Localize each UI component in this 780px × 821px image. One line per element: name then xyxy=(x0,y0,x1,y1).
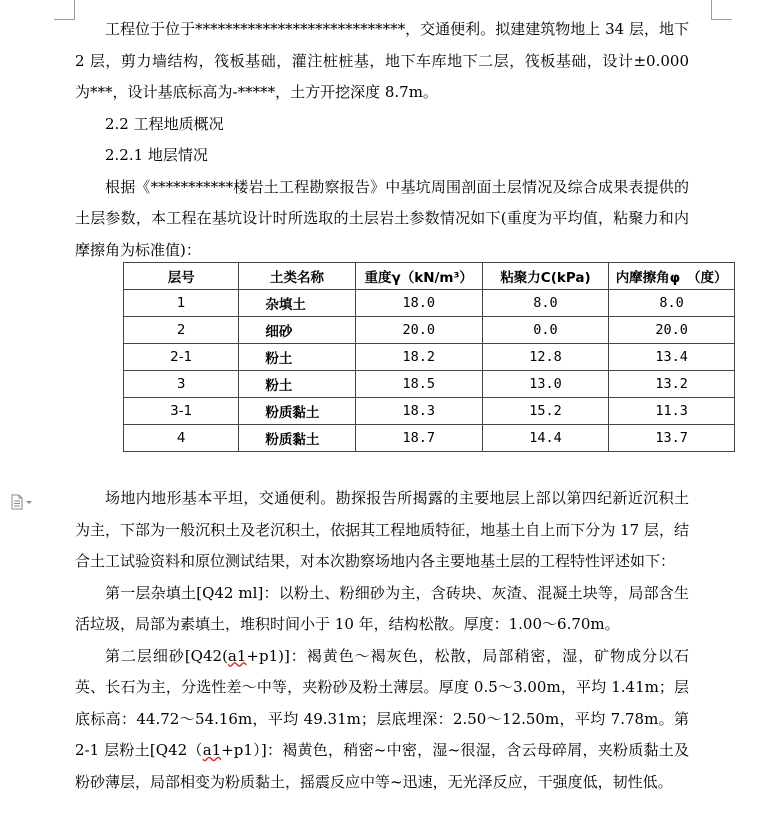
cell-unit-weight: 18.2 xyxy=(355,344,482,371)
cell-soil-name: 粉土 xyxy=(239,371,355,398)
crop-mark-left-h xyxy=(54,19,75,20)
cell-cohesion: 8.0 xyxy=(482,290,608,317)
cell-soil-name: 粉质黏土 xyxy=(239,425,355,452)
crop-mark-right-h xyxy=(711,19,732,20)
cell-friction-angle: 11.3 xyxy=(609,398,735,425)
layer-1-description: 第一层杂填土[Q42 ml]：以粉土、粉细砂为主，含砖块、灰渣、混凝土块等，局部含生活垃圾，局部为素填土，堆积时间小于 10 年，结构松散。厚度：1.00～6.70m。 xyxy=(75,583,689,633)
cell-soil-name: 粉土 xyxy=(239,344,355,371)
spellcheck-flag[interactable]: a1 xyxy=(202,741,222,759)
cell-friction-angle: 13.7 xyxy=(609,425,735,452)
soil-parameters-table xyxy=(123,262,735,452)
cell-layer: 4 xyxy=(124,425,239,452)
table-row xyxy=(124,317,735,344)
soil-table-wrapper xyxy=(75,262,735,452)
cell-layer: 3 xyxy=(124,371,239,398)
cell-cohesion: 13.0 xyxy=(482,371,608,398)
cell-layer: 2-1 xyxy=(124,344,239,371)
soil-params-intro-paragraph: 根据《***********楼岩土工程勘察报告》中基坑周围剖面土层情况及综合成果表提供的土层参数，本工程在基坑设计时所选取的土层岩土参数情况如下(重度为平均值，粘聚力和内摩擦角为标准值)： xyxy=(75,177,689,259)
cell-layer: 1 xyxy=(124,290,239,317)
layer-2-description xyxy=(75,641,689,799)
document-icon xyxy=(10,494,40,510)
layer-2-text-a: 第二层细砂[Q42( xyxy=(105,646,228,665)
cell-soil-name: 粉质黏土 xyxy=(239,398,355,425)
cell-layer: 2 xyxy=(124,317,239,344)
cell-cohesion: 0.0 xyxy=(482,317,608,344)
cell-unit-weight: 18.7 xyxy=(355,425,482,452)
table-row xyxy=(124,290,735,317)
cell-unit-weight: 18.3 xyxy=(355,398,482,425)
cell-layer: 3-1 xyxy=(124,398,239,425)
cell-friction-angle: 13.4 xyxy=(609,344,735,371)
spellcheck-flag[interactable]: a1 xyxy=(227,646,247,665)
col-header-cohesion: 粘聚力C(kPa) xyxy=(482,263,608,290)
cell-unit-weight: 18.0 xyxy=(355,290,482,317)
document-page xyxy=(75,14,689,266)
cell-cohesion: 12.8 xyxy=(482,344,608,371)
cell-soil-name: 杂填土 xyxy=(239,290,355,317)
document-page-lower xyxy=(75,483,689,798)
table-row xyxy=(124,344,735,371)
col-header-layer: 层号 xyxy=(124,263,239,290)
cell-cohesion: 15.2 xyxy=(482,398,608,425)
layer-2-text-b: +p1)]：褐黄色～褐灰色，松散，局部稍密，湿，矿物成分以石英、长石为主，分选性差～中等，夹粉砂及粉土薄层。厚度 0.5～3.00m，平均 1.41m；层底标高：44.72～54.16m，平均 49.31m；层底埋深：2.50～12.50m，平均 7.78m。第 2-1 层粉土[Q42（ xyxy=(75,646,689,759)
table-row xyxy=(124,425,735,452)
section-heading-2-2-1: 2.2.1 地层情况 xyxy=(105,146,208,164)
section-heading-2-2: 2.2 工程地质概况 xyxy=(105,114,224,133)
cell-friction-angle: 20.0 xyxy=(609,317,735,344)
crop-mark-right-v xyxy=(711,0,712,20)
cell-cohesion: 14.4 xyxy=(482,425,608,452)
chevron-down-icon xyxy=(26,501,32,504)
layer-2-text-c: +p1）]：褐黄色，稍密~中密，湿~很湿，含云母碎屑，夹粉质黏土及粉砂薄层，局部相变为粉质黏土，摇震反应中等~迅速，无光泽反应，干强度低，韧性低。 xyxy=(75,741,689,791)
col-header-friction-angle: 内摩擦角φ （度） xyxy=(609,263,735,290)
cell-friction-angle: 8.0 xyxy=(609,290,735,317)
cell-friction-angle: 13.2 xyxy=(609,371,735,398)
site-overview-paragraph: 场地内地形基本平坦，交通便利。勘探报告所揭露的主要地层上部以第四纪新近沉积土为主，下部为一般沉积土及老沉积土，依据其工程地质特征，地基土自上而下分为 17 层，结合土工试验资料和原位测试结果，对本次勘察场地内各主要地基土层的工程特性评述如下： xyxy=(75,489,689,570)
table-header-row xyxy=(124,263,735,290)
col-header-soil-name: 土类名称 xyxy=(239,263,355,290)
document-options-button[interactable] xyxy=(10,494,40,510)
table-row xyxy=(124,398,735,425)
cell-soil-name: 细砂 xyxy=(239,317,355,344)
cell-unit-weight: 18.5 xyxy=(355,371,482,398)
cell-unit-weight: 20.0 xyxy=(355,317,482,344)
table-row xyxy=(124,371,735,398)
project-location-paragraph: 工程位于位于****************************，交通便利。拟建建筑物地上 34 层，地下 2 层，剪力墙结构，筏板基础，灌注桩桩基，地下车库地下二层，筏板基础，设计±0.000 为***，设计基底标高为-*****，土方开挖深度 8.7m。 xyxy=(75,20,689,101)
col-header-unit-weight: 重度γ（kN/m³） xyxy=(355,263,482,290)
